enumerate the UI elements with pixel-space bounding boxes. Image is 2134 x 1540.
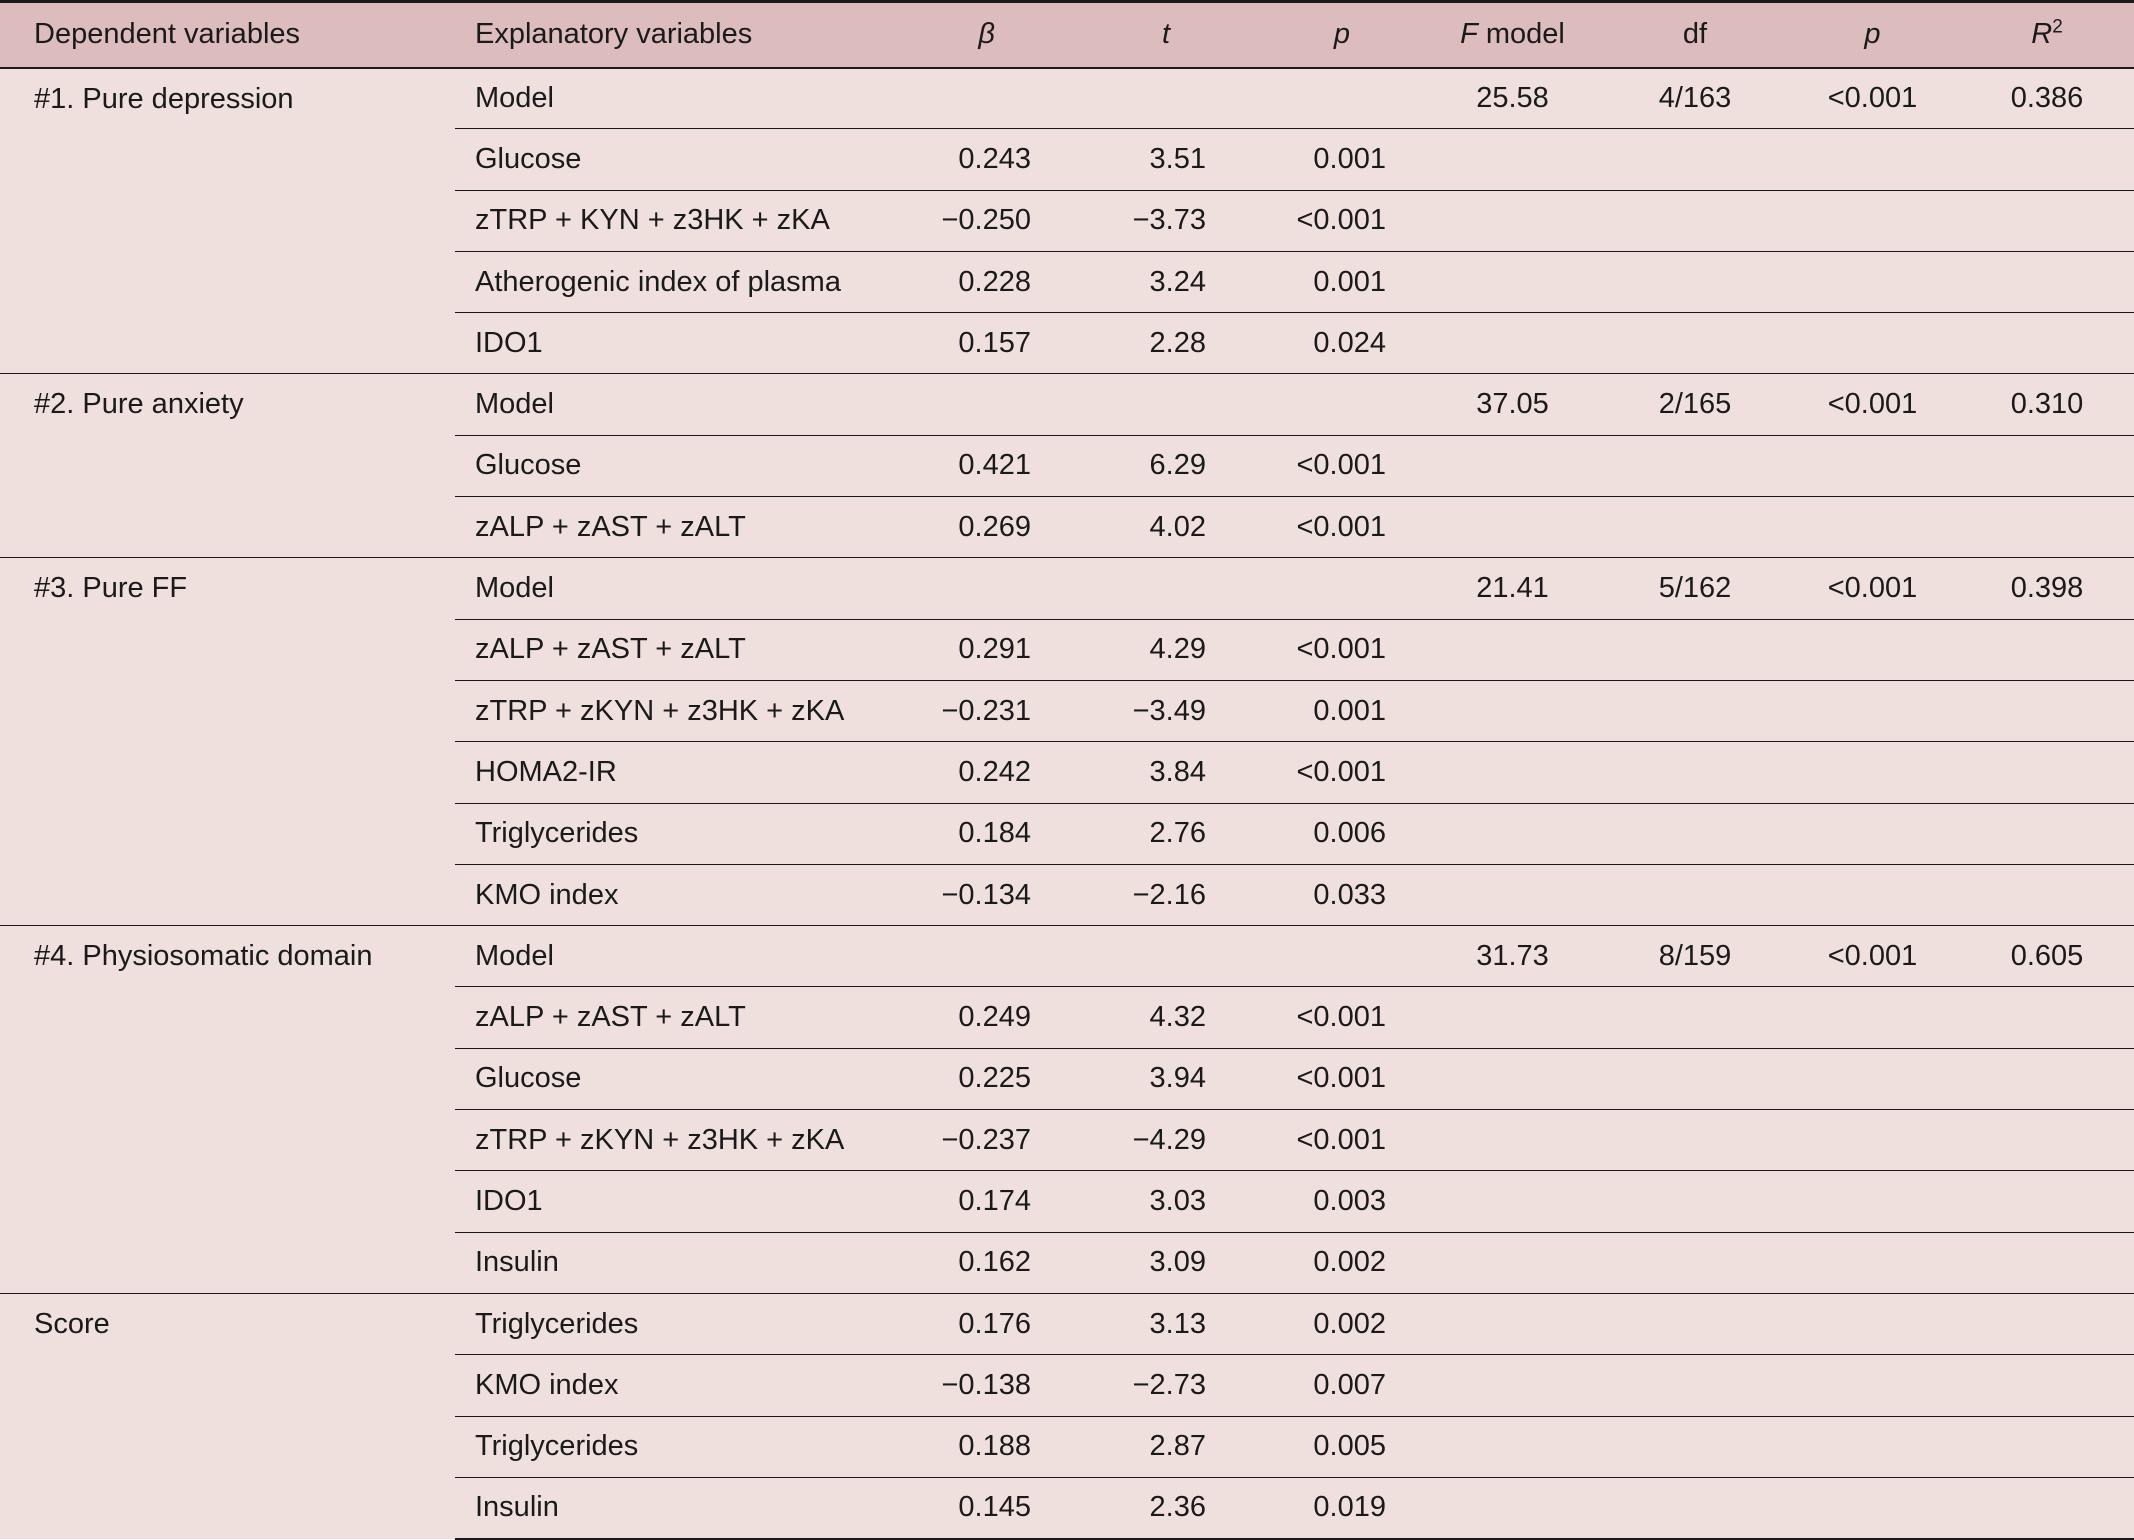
- p-model-cell: [1785, 987, 1960, 1048]
- p-cell: 0.024: [1240, 313, 1420, 374]
- beta-cell: 0.174: [905, 1171, 1065, 1232]
- p-model-cell: [1785, 435, 1960, 496]
- p-cell: 0.019: [1240, 1477, 1420, 1538]
- r2-cell: 0.310: [1960, 374, 2134, 435]
- r2-cell: [1960, 680, 2134, 741]
- r2-cell: [1960, 313, 2134, 374]
- t-cell: 4.29: [1065, 619, 1240, 680]
- beta-cell: 0.249: [905, 987, 1065, 1048]
- p-cell: 0.001: [1240, 680, 1420, 741]
- header-p: p: [1240, 2, 1420, 68]
- p-model-cell: [1785, 129, 1960, 190]
- beta-cell: 0.145: [905, 1477, 1065, 1538]
- header-f-model: [1420, 2, 1605, 68]
- df-cell: [1605, 619, 1785, 680]
- r2-cell: 0.398: [1960, 558, 2134, 619]
- beta-cell: [905, 374, 1065, 435]
- df-cell: [1605, 1110, 1785, 1171]
- df-cell: [1605, 1293, 1785, 1354]
- t-cell: [1065, 926, 1240, 987]
- r2-cell: [1960, 619, 2134, 680]
- p-model-cell: [1785, 251, 1960, 312]
- t-cell: [1065, 374, 1240, 435]
- f-model-cell: [1420, 190, 1605, 251]
- explanatory-variable-cell: KMO index: [455, 864, 905, 925]
- explanatory-variable-cell: IDO1: [455, 313, 905, 374]
- df-cell: [1605, 435, 1785, 496]
- df-cell: 5/162: [1605, 558, 1785, 619]
- p-cell: 0.002: [1240, 1232, 1420, 1293]
- p-cell: 0.005: [1240, 1416, 1420, 1477]
- f-model-cell: [1420, 251, 1605, 312]
- f-model-cell: 21.41: [1420, 558, 1605, 619]
- t-cell: 3.09: [1065, 1232, 1240, 1293]
- df-cell: [1605, 1416, 1785, 1477]
- header-t: t: [1065, 2, 1240, 68]
- f-model-cell: 37.05: [1420, 374, 1605, 435]
- p-cell: 0.006: [1240, 803, 1420, 864]
- df-cell: [1605, 1048, 1785, 1109]
- header-dependent: Dependent variables: [0, 2, 455, 68]
- p-model-cell: [1785, 680, 1960, 741]
- df-cell: [1605, 1171, 1785, 1232]
- beta-cell: 0.176: [905, 1293, 1065, 1354]
- p-cell: <0.001: [1240, 987, 1420, 1048]
- beta-cell: [905, 68, 1065, 129]
- df-cell: [1605, 987, 1785, 1048]
- dependent-variable-cell: #4. Physiosomatic domain: [0, 926, 455, 1294]
- explanatory-variable-cell: Model: [455, 558, 905, 619]
- dependent-variable-cell: Score: [0, 1293, 455, 1538]
- beta-cell: 0.228: [905, 251, 1065, 312]
- beta-cell: 0.162: [905, 1232, 1065, 1293]
- df-cell: [1605, 313, 1785, 374]
- p-model-cell: [1785, 1416, 1960, 1477]
- header-explanatory: Explanatory variables: [455, 2, 905, 68]
- explanatory-variable-cell: Triglycerides: [455, 1293, 905, 1354]
- explanatory-variable-cell: Atherogenic index of plasma: [455, 251, 905, 312]
- beta-cell: [905, 558, 1065, 619]
- explanatory-variable-cell: Model: [455, 374, 905, 435]
- beta-cell: 0.184: [905, 803, 1065, 864]
- f-model-cell: 31.73: [1420, 926, 1605, 987]
- header-df: df: [1605, 2, 1785, 68]
- beta-cell: [905, 926, 1065, 987]
- t-cell: 2.87: [1065, 1416, 1240, 1477]
- header-row: [0, 2, 2134, 68]
- r2-cell: [1960, 1293, 2134, 1354]
- t-cell: 2.28: [1065, 313, 1240, 374]
- df-cell: [1605, 864, 1785, 925]
- r2-cell: 0.605: [1960, 926, 2134, 987]
- explanatory-variable-cell: Triglycerides: [455, 803, 905, 864]
- df-cell: [1605, 251, 1785, 312]
- header-r2: [1960, 2, 2134, 68]
- df-cell: [1605, 190, 1785, 251]
- p-cell: <0.001: [1240, 497, 1420, 558]
- table-row: [0, 374, 2134, 435]
- t-cell: −2.16: [1065, 864, 1240, 925]
- r2-cell: [1960, 864, 2134, 925]
- explanatory-variable-cell: IDO1: [455, 1171, 905, 1232]
- beta-cell: 0.291: [905, 619, 1065, 680]
- p-model-cell: [1785, 742, 1960, 803]
- t-cell: 3.13: [1065, 1293, 1240, 1354]
- explanatory-variable-cell: zALP + zAST + zALT: [455, 497, 905, 558]
- r2-cell: [1960, 129, 2134, 190]
- beta-cell: 0.243: [905, 129, 1065, 190]
- table-row: [0, 926, 2134, 987]
- table-row: [0, 68, 2134, 129]
- t-cell: 2.36: [1065, 1477, 1240, 1538]
- p-cell: 0.033: [1240, 864, 1420, 925]
- p-model-cell: <0.001: [1827, 81, 1918, 114]
- t-cell: −3.49: [1065, 680, 1240, 741]
- p-cell: 0.003: [1240, 1171, 1420, 1232]
- df-cell: [1605, 497, 1785, 558]
- dependent-variable-cell: #3. Pure FF: [0, 558, 455, 926]
- f-model-cell: [1420, 1355, 1605, 1416]
- beta-cell: −0.250: [905, 190, 1065, 251]
- t-cell: 2.76: [1065, 803, 1240, 864]
- p-cell: <0.001: [1240, 190, 1420, 251]
- beta-cell: −0.138: [905, 1355, 1065, 1416]
- p-cell: 0.001: [1240, 129, 1420, 190]
- df-cell: [1605, 1477, 1785, 1538]
- t-cell: [1065, 558, 1240, 619]
- beta-cell: −0.231: [905, 680, 1065, 741]
- r2-cell: [1960, 251, 2134, 312]
- f-model-cell: [1420, 742, 1605, 803]
- t-cell: 3.84: [1065, 742, 1240, 803]
- f-model-cell: [1420, 435, 1605, 496]
- f-model-cell: 25.58: [1476, 81, 1549, 114]
- t-cell: 3.03: [1065, 1171, 1240, 1232]
- f-model-cell: [1420, 129, 1605, 190]
- p-cell: 0.007: [1240, 1355, 1420, 1416]
- r2-cell: [1960, 1477, 2134, 1538]
- p-cell: [1240, 926, 1420, 987]
- beta-cell: 0.242: [905, 742, 1065, 803]
- table-row: [0, 1293, 2134, 1354]
- t-cell: 3.94: [1065, 1048, 1240, 1109]
- f-model-cell: [1420, 1232, 1605, 1293]
- df-cell: [1605, 680, 1785, 741]
- r2-cell: [1960, 1171, 2134, 1232]
- r2-cell: [1960, 1110, 2134, 1171]
- r2-cell: [1960, 987, 2134, 1048]
- p-cell: [1240, 558, 1420, 619]
- table-row: [0, 558, 2134, 619]
- f-model-cell: [1420, 1293, 1605, 1354]
- p-model-cell: [1785, 1477, 1960, 1538]
- r2-cell: [1960, 435, 2134, 496]
- explanatory-variable-cell: Insulin: [455, 1477, 905, 1538]
- p-cell: 0.001: [1240, 251, 1420, 312]
- header-p-model: p: [1785, 2, 1960, 68]
- df-cell: 8/159: [1605, 926, 1785, 987]
- p-cell: <0.001: [1240, 1110, 1420, 1171]
- r2-cell: [1960, 1355, 2134, 1416]
- header-r2-sup: 2: [2052, 16, 2063, 38]
- t-cell: 3.51: [1065, 129, 1240, 190]
- explanatory-variable-cell: zALP + zAST + zALT: [455, 987, 905, 1048]
- t-cell: −2.73: [1065, 1355, 1240, 1416]
- f-model-cell: [1420, 1477, 1605, 1538]
- p-cell: <0.001: [1240, 1048, 1420, 1109]
- header-beta: β: [905, 2, 1065, 68]
- t-cell: 6.29: [1065, 435, 1240, 496]
- f-model-cell: [1420, 987, 1605, 1048]
- explanatory-variable-cell: Glucose: [455, 435, 905, 496]
- f-model-cell: [1420, 313, 1605, 374]
- explanatory-variable-cell: Glucose: [455, 1048, 905, 1109]
- header-f-italic: F: [1460, 18, 1478, 51]
- explanatory-variable-cell: Insulin: [455, 1232, 905, 1293]
- p-model-cell: [1785, 497, 1960, 558]
- p-model-cell: [1785, 1293, 1960, 1354]
- dependent-variable-cell: #1. Pure depression: [34, 82, 294, 115]
- r2-cell: [1960, 742, 2134, 803]
- p-model-cell: [1785, 1110, 1960, 1171]
- explanatory-variable-cell: KMO index: [455, 1355, 905, 1416]
- p-cell: <0.001: [1240, 742, 1420, 803]
- f-model-cell: [1420, 497, 1605, 558]
- explanatory-variable-cell: zALP + zAST + zALT: [455, 619, 905, 680]
- p-model-cell: [1785, 803, 1960, 864]
- r2-cell: [1960, 190, 2134, 251]
- t-cell: 4.02: [1065, 497, 1240, 558]
- explanatory-variable-cell: Model: [455, 926, 905, 987]
- r2-cell: [1960, 1048, 2134, 1109]
- beta-cell: 0.421: [905, 435, 1065, 496]
- f-model-cell: [1420, 680, 1605, 741]
- beta-cell: 0.188: [905, 1416, 1065, 1477]
- explanatory-variable-cell: zTRP + zKYN + z3HK + zKA: [455, 680, 905, 741]
- r2-cell: [1960, 497, 2134, 558]
- f-model-cell: [1420, 1416, 1605, 1477]
- p-model-cell: [1785, 864, 1960, 925]
- p-model-cell: <0.001: [1785, 558, 1960, 619]
- p-cell: 0.002: [1240, 1293, 1420, 1354]
- p-model-cell: <0.001: [1785, 374, 1960, 435]
- df-cell: 4/163: [1658, 81, 1732, 114]
- f-model-cell: [1420, 1171, 1605, 1232]
- p-model-cell: [1785, 1048, 1960, 1109]
- f-model-cell: [1420, 619, 1605, 680]
- dependent-variable-cell: #2. Pure anxiety: [0, 374, 455, 558]
- explanatory-variable-cell: Glucose: [455, 129, 905, 190]
- explanatory-variable-cell: Model: [475, 81, 554, 114]
- df-cell: [1605, 742, 1785, 803]
- r2-cell: [1960, 1416, 2134, 1477]
- t-cell: −3.73: [1065, 190, 1240, 251]
- beta-cell: 0.269: [905, 497, 1065, 558]
- f-model-cell: [1420, 1048, 1605, 1109]
- p-model-cell: [1785, 1232, 1960, 1293]
- p-cell: <0.001: [1240, 435, 1420, 496]
- p-model-cell: [1785, 619, 1960, 680]
- header-r2-base: R: [2031, 18, 2053, 51]
- p-model-cell: <0.001: [1785, 926, 1960, 987]
- beta-cell: −0.134: [905, 864, 1065, 925]
- p-model-cell: [1785, 313, 1960, 374]
- p-model-cell: [1785, 190, 1960, 251]
- df-cell: [1605, 1355, 1785, 1416]
- df-cell: [1605, 129, 1785, 190]
- header-f-rest: model: [1477, 18, 1565, 51]
- beta-cell: 0.157: [905, 313, 1065, 374]
- df-cell: 2/165: [1605, 374, 1785, 435]
- df-cell: [1605, 1232, 1785, 1293]
- explanatory-variable-cell: HOMA2-IR: [455, 742, 905, 803]
- explanatory-variable-cell: Triglycerides: [455, 1416, 905, 1477]
- p-cell: <0.001: [1240, 619, 1420, 680]
- f-model-cell: [1420, 864, 1605, 925]
- f-model-cell: [1420, 1110, 1605, 1171]
- table-body: [0, 68, 2134, 1539]
- r2-cell: 0.386: [2010, 81, 2084, 114]
- f-model-cell: [1420, 803, 1605, 864]
- beta-cell: 0.225: [905, 1048, 1065, 1109]
- t-cell: −4.29: [1065, 1110, 1240, 1171]
- explanatory-variable-cell: zTRP + zKYN + z3HK + zKA: [455, 1110, 905, 1171]
- df-cell: [1605, 803, 1785, 864]
- table-header: [0, 2, 2134, 68]
- p-model-cell: [1785, 1171, 1960, 1232]
- p-cell: [1240, 374, 1420, 435]
- explanatory-variable-cell: zTRP + KYN + z3HK + zKA: [455, 190, 905, 251]
- r2-cell: [1960, 1232, 2134, 1293]
- t-cell: 3.24: [1065, 251, 1240, 312]
- t-cell: [1065, 68, 1240, 129]
- beta-cell: −0.237: [905, 1110, 1065, 1171]
- p-model-cell: [1785, 1355, 1960, 1416]
- p-cell: [1240, 68, 1420, 129]
- r2-cell: [1960, 803, 2134, 864]
- t-cell: 4.32: [1065, 987, 1240, 1048]
